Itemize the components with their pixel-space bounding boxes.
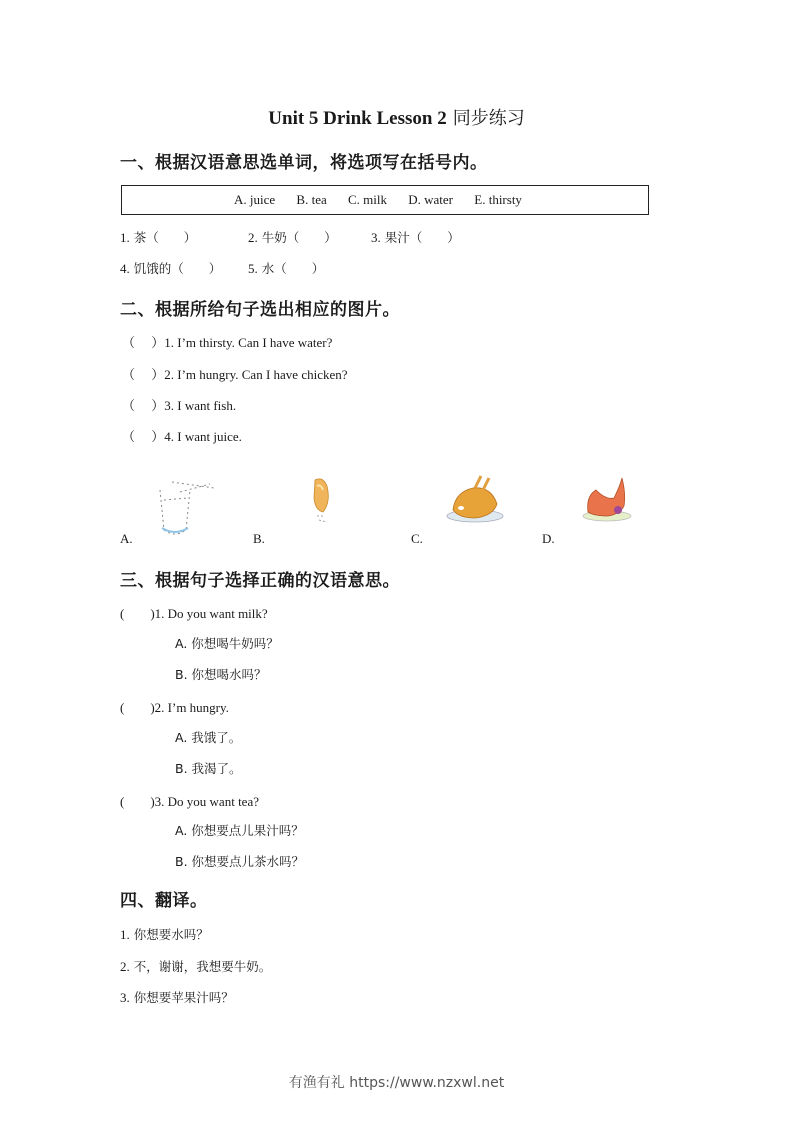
pic-label-d: D. [542,531,555,546]
s2-item-4: （ ）4. I want juice. [122,429,242,444]
s3-q2-option-b: B. 我渴了。 [175,761,242,776]
word-options [234,192,540,208]
s3-q2-option-a: A. 我饿了。 [175,730,242,745]
fish-dish-icon [580,476,634,524]
pic-label-c: C. [411,531,423,546]
option-e: E. thirsty [474,192,522,207]
s4-item-1: 1. 你想要水吗？ [120,927,209,942]
footer-watermark: 有渔有礼 https://www.nzxwl.net [288,1075,505,1091]
s2-item-3: （ ）3. I want fish. [122,398,237,413]
option-b: B. tea [296,192,327,207]
word-options-box [121,185,649,215]
s2-item-1: （ ）1. I’m thirsty. Can I have water? [122,335,333,350]
pic-label-a: A. [120,531,133,546]
roast-chicken-icon [445,474,505,526]
s4-item-3: 3. 你想要苹果汁吗？ [120,990,234,1005]
pic-label-b: B. [253,531,265,546]
section4-heading: 四、翻译。 [120,891,208,911]
s2-item-2: （ ）2. I’m hungry. Can I have chicken? [122,367,348,382]
s1-item-3: 3. 果汁（ ） [371,230,460,245]
section1-heading: 一、根据汉语意思选单词，将选项写在括号内。 [120,153,488,173]
s3-question-2: ( )2. I’m hungry. [120,700,229,715]
option-d: D. water [408,192,454,207]
s3-q1-option-b: B. 你想喝水吗？ [175,667,267,682]
s3-question-1: ( )1. Do you want milk? [120,606,268,621]
s4-item-2: 2. 不，谢谢，我想要牛奶。 [120,959,272,974]
option-c: C. milk [347,192,387,207]
juice-glass-icon [305,472,337,528]
section3-heading: 三、根据句子选择正确的汉语意思。 [120,571,400,591]
page-title [0,104,793,130]
section2-heading: 二、根据所给句子选出相应的图片。 [120,300,400,320]
option-a: A. juice [234,192,276,207]
title-cn: 同步练习 [452,108,525,129]
s3-q3-option-a: A. 你想要点儿果汁吗？ [175,823,304,838]
s3-q3-option-b: B. 你想要点儿茶水吗？ [175,854,305,869]
s1-item-4: 4. 饥饿的（ ） [120,261,222,276]
s1-item-1: 1. 茶（ ） [120,230,197,245]
s1-item-2: 2. 牛奶（ ） [248,230,337,245]
s1-item-5: 5. 水（ ） [248,261,325,276]
water-glass-icon [150,470,220,542]
title-en: Unit 5 Drink Lesson 2 [268,108,447,129]
s3-question-3: ( )3. Do you want tea? [120,794,259,809]
s3-q1-option-a: A. 你想喝牛奶吗？ [175,636,279,651]
